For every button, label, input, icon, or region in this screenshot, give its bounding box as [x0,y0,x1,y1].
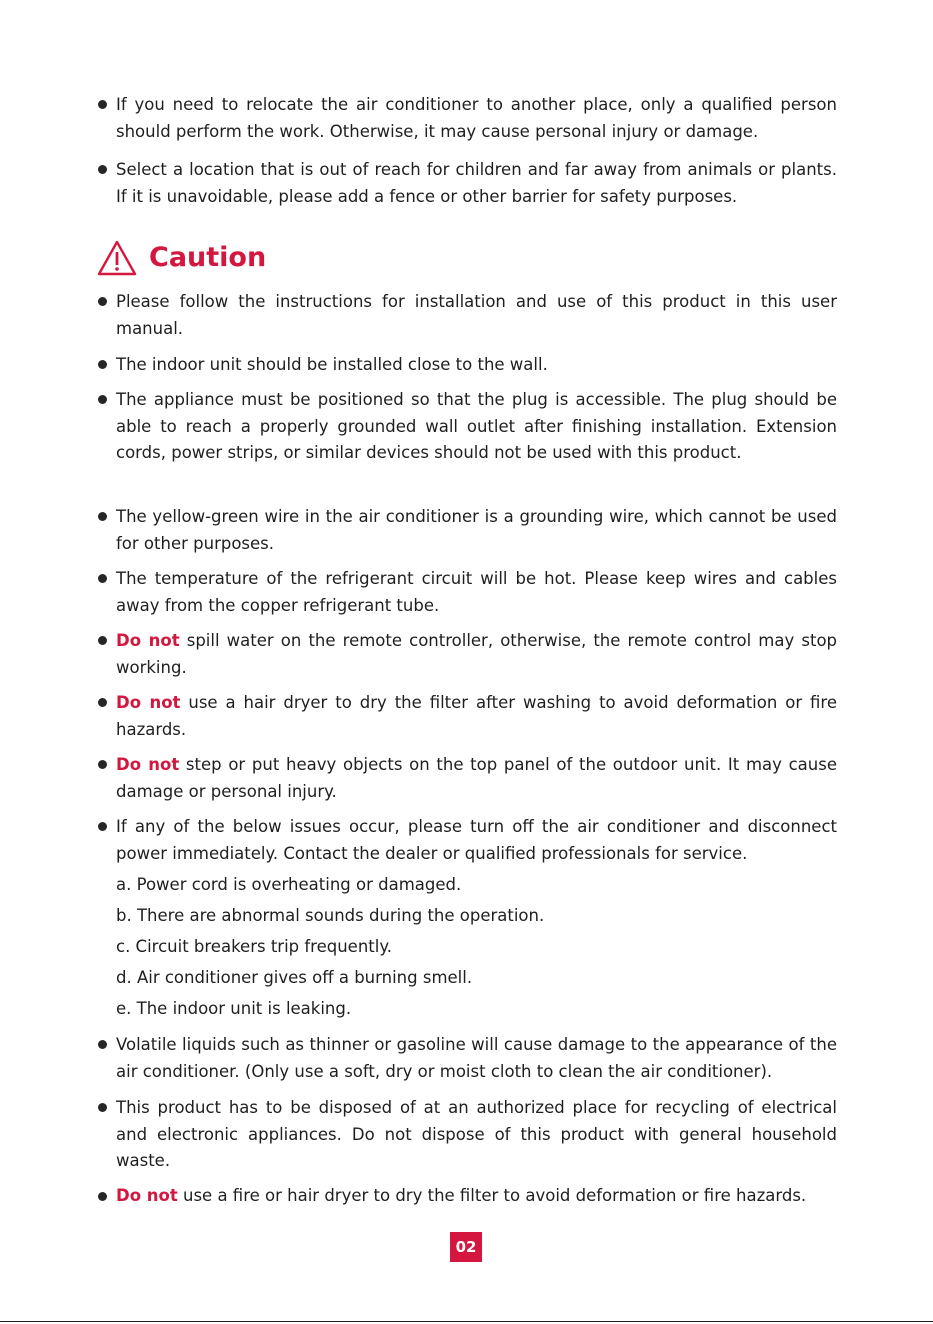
do-not-label: Do not [116,1186,178,1205]
caution-item-grounding-wire: The yellow-green wire in the air conditioner is a grounding wire, which cannot be used for other purposes. [116,507,837,553]
issue-item: b. There are abnormal sounds during the operation. [116,906,545,925]
warning-triangle-icon [97,240,137,276]
issue-item: a. Power cord is overheating or damaged. [116,875,462,894]
bullet-dot [98,1103,107,1112]
bullet-dot [98,574,107,583]
bullet-dot [98,698,107,707]
bullet-dot [98,1192,107,1201]
bullet-dot [98,636,107,645]
caution-item-indoor-unit: The indoor unit should be installed close to the wall. [116,355,548,374]
caution-item-issues: If any of the below issues occur, please turn off the air conditioner and disconnect power immediately. Contact the dealer or qualified professionals for service. [116,817,837,863]
bullet-dot [98,760,107,769]
caution-heading [97,240,266,276]
issue-item: e. The indoor unit is leaking. [116,999,352,1018]
bullet-dot [98,512,107,521]
bullet-dot [98,360,107,369]
issue-item: d. Air conditioner gives off a burning smell. [116,968,473,987]
caution-title: Caution [149,242,267,273]
caution-item-plug-accessible: The appliance must be positioned so that the plug is accessible. The plug should be able to reach a properly grounded wall outlet after finishing installation. Extension cords, power strips, or similar devices should not be used with this product. [116,390,837,462]
bullet-dot [98,822,107,831]
bullet-dot [98,395,107,404]
do-not-label: Do not [116,631,180,650]
issue-item: c. Circuit breakers trip frequently. [116,937,393,956]
caution-item-disposal: This product has to be disposed of at an authorized place for recycling of electrical and electronic appliances. Do not dispose of this product with general household waste. [116,1098,837,1170]
warning-item-location: Select a location that is out of reach for children and far away from animals or plants. If it is unavoidable, please add a fence or other barrier for safety purposes. [116,160,837,206]
caution-item-follow-instructions: Please follow the instructions for installation and use of this product in this user manual. [116,292,837,338]
page-bottom-edge [0,1321,933,1322]
caution-item-heavy-objects: Do not step or put heavy objects on the top panel of the outdoor unit. It may cause damage or personal injury. [116,755,837,801]
do-not-label: Do not [116,693,181,712]
caution-item-remote-water: Do not spill water on the remote controller, otherwise, the remote control may stop working. [116,631,838,677]
caution-item-volatile-liquids: Volatile liquids such as thinner or gasoline will cause damage to the appearance of the air conditioner. (Only use a soft, dry or moist cloth to clean the air conditioner). [116,1035,837,1081]
caution-item-hair-dryer: Do not use a hair dryer to dry the filter after washing to avoid deformation or fire hazards. [116,693,838,739]
warning-item-relocate: If you need to relocate the air conditioner to another place, only a qualified person should perform the work. Otherwise, it may cause personal injury or damage. [116,95,837,141]
bullet-dot [98,297,107,306]
bullet-dot [98,165,107,174]
bullet-dot [98,1040,107,1049]
page-number-badge: 02 [450,1232,482,1262]
caution-item-refrigerant: The temperature of the refrigerant circuit will be hot. Please keep wires and cables away from the copper refrigerant tube. [116,569,837,615]
do-not-label: Do not [116,755,180,774]
caution-item-fire-dryer: Do not use a fire or hair dryer to dry the filter to avoid deformation or fire hazards. [116,1186,807,1205]
bullet-dot [98,100,107,109]
